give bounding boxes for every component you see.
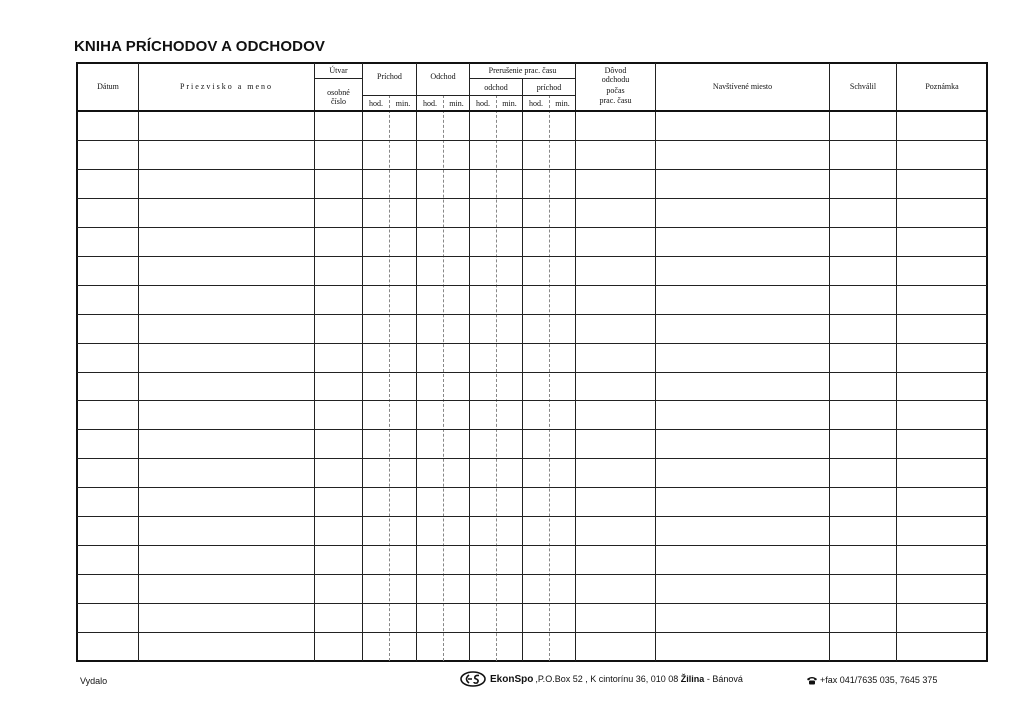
table-row-line (77, 400, 987, 401)
header-dovod-4: prac. času (599, 96, 632, 105)
header-odchod: Odchod (430, 72, 456, 81)
header-min: min. (395, 99, 411, 108)
header-hod: hod. (369, 99, 383, 108)
header-prerusenie: Prerušenie prac. času (488, 66, 557, 75)
header-prichod: Príchod (377, 72, 402, 81)
table-row-line (77, 545, 987, 546)
table-row-line (77, 140, 987, 141)
column-divider (443, 95, 444, 661)
header-divider (314, 78, 362, 79)
table-row-line (77, 603, 987, 604)
table-row-line (77, 458, 987, 459)
header-schvalil: Schválil (849, 82, 877, 91)
column-divider (496, 95, 497, 661)
contact-info (806, 675, 937, 685)
column-divider (416, 63, 417, 661)
column-divider (829, 63, 830, 661)
table-row-line (77, 256, 987, 257)
publisher-city: Žilina (680, 674, 705, 684)
table-row-line (77, 516, 987, 517)
table-row-line (77, 198, 987, 199)
phone-icon (806, 676, 818, 685)
column-divider (655, 63, 656, 661)
column-divider (362, 63, 363, 661)
table-row-line (77, 487, 987, 488)
table-row-line (77, 314, 987, 315)
header-poznamka: Poznámka (925, 82, 959, 91)
header-divider (362, 95, 575, 96)
table-row-line (77, 227, 987, 228)
header-hod: hod. (476, 99, 490, 108)
table-row-line (77, 632, 987, 633)
header-dovod-1: Dôvod (604, 66, 627, 75)
header-dovod-2: odchodu (601, 75, 630, 84)
table-row-line (77, 343, 987, 344)
header-min: min. (555, 99, 570, 108)
column-divider (138, 63, 139, 661)
table-row-line (77, 285, 987, 286)
issued-by-label: Vydalo (80, 676, 108, 686)
attendance-form-table (76, 62, 988, 662)
ekonspo-logo-icon (460, 671, 486, 687)
header-navstivene: Navštívené miesto (712, 82, 773, 91)
table-row-line (77, 169, 987, 170)
header-osobne: osobné (327, 88, 350, 97)
table-row-line (77, 372, 987, 373)
header-min: min. (449, 99, 464, 108)
column-divider (469, 63, 470, 661)
column-divider (575, 63, 576, 661)
header-prerusenie-odchod: odchod (484, 83, 508, 92)
page-title: KNIHA PRÍCHODOV A ODCHODOV (74, 38, 325, 55)
publisher-address-suffix: - Bánová (706, 674, 743, 684)
column-divider (314, 63, 315, 661)
header-dovod-3: počas (606, 86, 625, 95)
header-min: min. (502, 99, 517, 108)
header-bottom-rule (77, 110, 987, 112)
header-hod: hod. (423, 99, 437, 108)
header-datum: Dátum (97, 82, 119, 91)
header-divider (469, 78, 575, 79)
column-divider (389, 95, 390, 661)
column-divider (896, 63, 897, 661)
header-utvar: Útvar (329, 66, 348, 75)
publisher-brand: EkonSpo (490, 673, 534, 685)
table-row-line (77, 429, 987, 430)
header-hod: hod. (529, 99, 543, 108)
contact-phone-fax: +fax 041/7635 035, 7645 375 (820, 675, 938, 685)
header-prerusenie-prichod: príchod (536, 83, 562, 92)
column-divider (549, 95, 550, 661)
header-cislo: číslo (330, 97, 347, 106)
publisher-address: ,P.O.Box 52 , K cintorínu 36, 010 08 (535, 674, 679, 684)
publisher-info (460, 671, 743, 687)
table-row-line (77, 574, 987, 575)
header-priezvisko: Priezvisko a meno (179, 82, 274, 91)
